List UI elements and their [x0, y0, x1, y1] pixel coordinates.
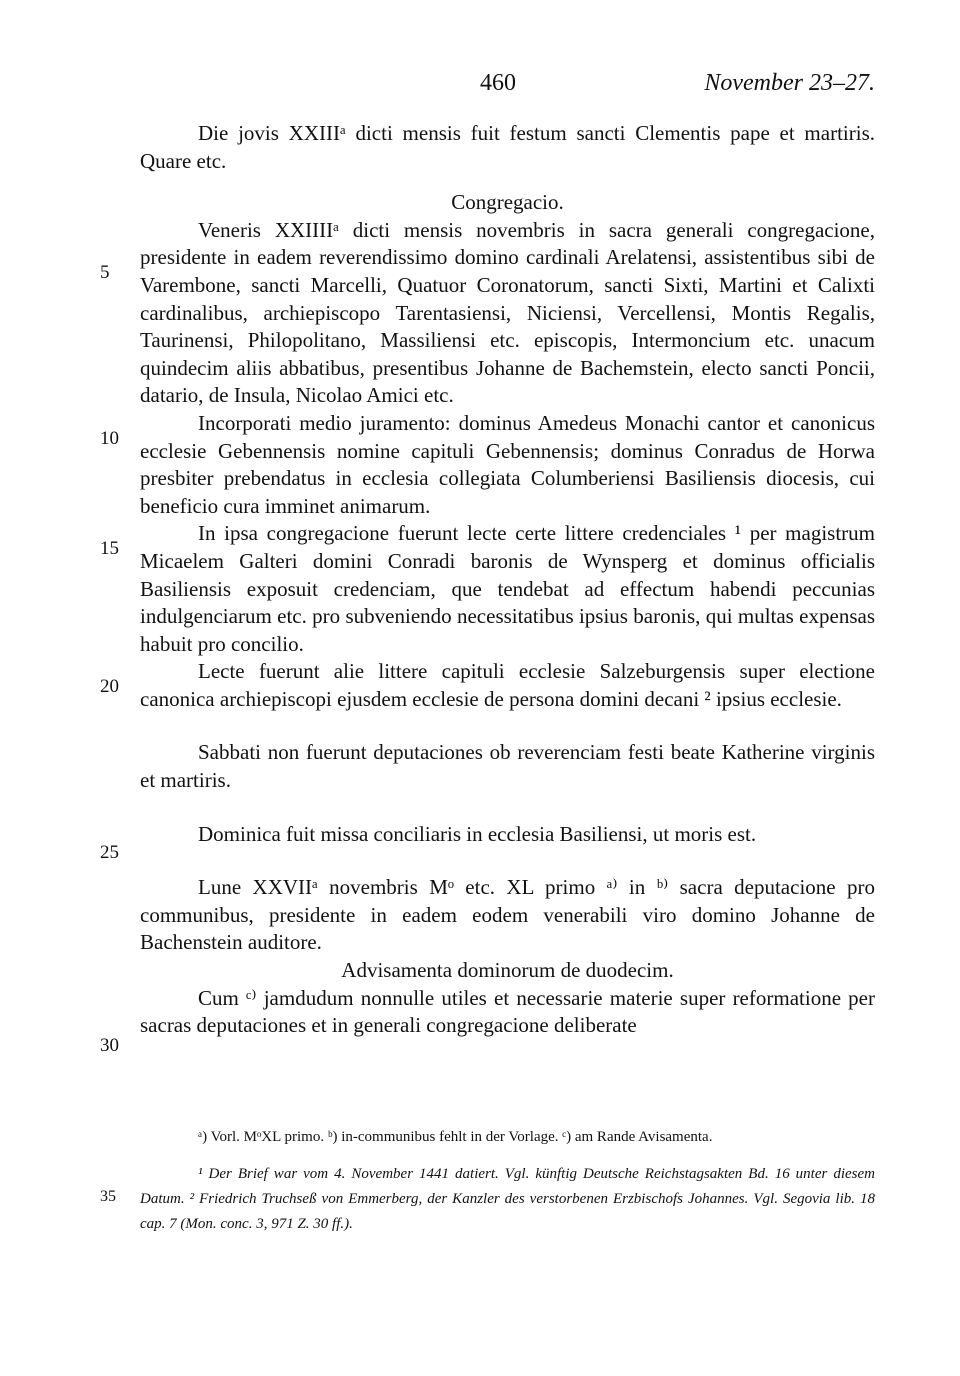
line-number: 15 [100, 538, 119, 559]
paragraph: Incorporati medio juramento: dominus Amedeus Monachi cantor et canonicus ecclesie Gebennensis nomine capituli Gebennensis; dominus Conradus de Horwa presbiter prebendatus in ecclesia collegiata Columberiensi Basiliensis diocesis, cui beneficio cura imminet animarum. [140, 410, 875, 518]
footnotes [140, 1125, 875, 1237]
paragraph: Cum ᶜ⁾ jamdudum nonnulle utiles et necessarie materie super reformatione per sacras deputaciones et in generali congregacione deliberate [140, 985, 875, 1038]
page-header [140, 70, 875, 104]
section-heading: Congregacio. [451, 190, 564, 215]
paragraph: Veneris XXIIIIᵃ dicti mensis novembris in sacra generali congregacione, presidente in eadem reverendissimo domino cardinali Arelatensi, assistentibus sibi de Varembone, sancti Marcelli, Quatuor Coronatorum, sancti Sixti, Martini et Calixti cardinalibus, archiepiscopo Tarentasiensi, Niciensi, Vercellensi, Montis Regalis, Taurinensi, Philopolitano, Massiliensi etc. episcopis, Intermoncium etc. unacum quindecim aliis abbatibus, presentibus Johanne de Bachemstein, electo sancti Poncii, datario, de Insula, Nicolao Amici etc. [140, 217, 875, 408]
running-head: November 23–27. [704, 70, 875, 96]
paragraph: Die jovis XXIIIᵃ dicti mensis fuit festum sancti Clementis pape et martiris. Quare etc. [140, 121, 875, 173]
variant-notes: ᵃ) Vorl. MᵒXL primo. ᵇ) in-communibus fehlt in der Vorlage. ᶜ) am Rande Avisamenta. [198, 1129, 713, 1145]
source-notes: ¹ Der Brief war vom 4. November 1441 datiert. Vgl. künftig Deutsche Reichstagsakten Bd. 16 unter diesem Datum. ² Friedrich Truchseß von Emmerberg, der Kanzler des verstorbenen Erzbischofs Johannes. Vgl. Segovia lib. 18 cap. 7 (Mon. conc. 3, 971 Z. 30 ff.). [140, 1166, 875, 1232]
line-number: 30 [100, 1035, 119, 1056]
page-number: 460 [480, 70, 516, 96]
line-number: 10 [100, 428, 119, 449]
line-number: 20 [100, 676, 119, 697]
body-text [140, 120, 875, 1040]
paragraph: Sabbati non fuerunt deputaciones ob reverenciam festi beate Katherine virginis et martiris. [140, 740, 875, 793]
line-number: 25 [100, 842, 119, 863]
paragraph: Lecte fuerunt alie littere capituli ecclesie Salzeburgensis super electione canonica archiepiscopi ejusdem ecclesie de persona domini decani ² ipsius ecclesie. [140, 659, 875, 711]
paragraph: Dominica fuit missa conciliaris in ecclesia Basiliensi, ut moris est. [198, 821, 757, 846]
section-heading: Advisamenta dominorum de duodecim. [341, 958, 674, 983]
paragraph: Lune XXVIIᵃ novembris Mᵒ etc. XL primo ᵃ⁾ in ᵇ⁾ sacra deputacione pro communibus, presidente in eadem eodem venerabili viro domino Johanne de Bachenstein auditore. [140, 875, 875, 955]
paragraph: In ipsa congregacione fuerunt lecte certe littere credenciales ¹ per magistrum Micaelem Galteri domini Conradi baronis de Wynsperg et dominus officialis Basiliensis exposuit credenciam, que tendebat ad effectum habendi peccunias indulgenciarum etc. pro subveniendo necessitatibus ipsius baronis, qui multas expensas habuit pro concilio. [140, 521, 875, 656]
line-number: 35 [100, 1188, 116, 1205]
line-number: 5 [100, 262, 110, 283]
